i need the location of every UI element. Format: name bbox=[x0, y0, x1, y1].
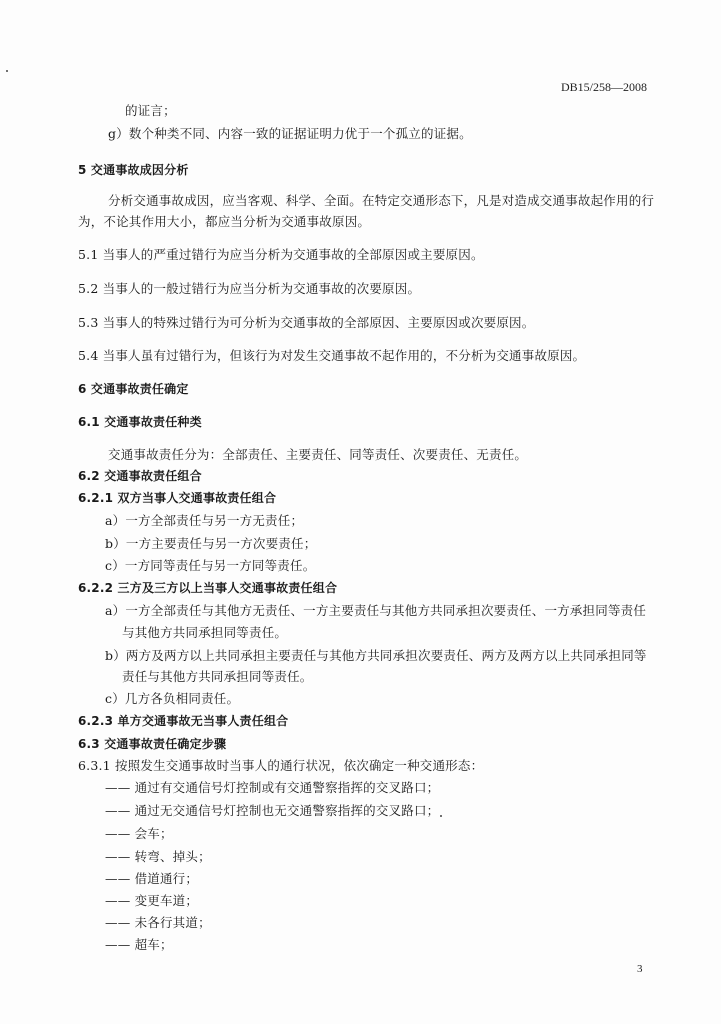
body-text-line: c）一方同等责任与另一方同等责任。 bbox=[105, 558, 316, 573]
section-heading: 6.3 交通事故责任确定步骤 bbox=[78, 737, 227, 751]
section-heading: 6.2.1 双方当事人交通事故责任组合 bbox=[78, 491, 277, 505]
section-heading: 5 交通事故成因分析 bbox=[78, 163, 189, 177]
section-heading: 6.2.3 单方交通事故无当事人责任组合 bbox=[78, 714, 289, 728]
body-text-line: 6.3.1 按照发生交通事故时当事人的通行状况，依次确定一种交通形态： bbox=[78, 758, 484, 773]
body-text-line: a）一方全部责任与另一方无责任； bbox=[105, 513, 304, 528]
body-text-line: c）几方各负相同责任。 bbox=[105, 691, 240, 706]
body-text-line: 分析交通事故成因，应当客观、科学、全面。在特定交通形态下，凡是对造成交通事故起作用的行 bbox=[108, 193, 655, 208]
body-text-line: 为，不论其作用大小，都应当分析为交通事故原因。 bbox=[78, 214, 371, 229]
page-number: 3 bbox=[637, 963, 643, 975]
body-text-line: 5.1 当事人的严重过错行为应当分析为交通事故的全部原因或主要原因。 bbox=[78, 247, 484, 262]
body-text-line: 的证言； bbox=[125, 103, 176, 118]
body-text-line: —— 借道通行； bbox=[105, 871, 199, 886]
body-text-line: 5.4 当事人虽有过错行为，但该行为对发生交通事故不起作用的，不分析为交通事故原因。 bbox=[78, 348, 586, 363]
body-text-line: —— 变更车道； bbox=[105, 893, 199, 908]
body-text-line: 5.2 当事人的一般过错行为应当分析为交通事故的次要原因。 bbox=[78, 281, 421, 296]
body-text-line: 责任与其他方共同承担同等责任。 bbox=[122, 669, 313, 684]
body-text-line: a）一方全部责任与其他方无责任、一方主要责任与其他方共同承担次要责任、一方承担同等责任 bbox=[105, 603, 647, 618]
section-heading: 6 交通事故责任确定 bbox=[78, 382, 189, 396]
scan-speck bbox=[440, 815, 442, 817]
body-text-line: —— 通过有交通信号灯控制或有交通警察指挥的交叉路口； bbox=[105, 780, 440, 795]
body-text-line: 5.3 当事人的特殊过错行为可分析为交通事故的全部原因、主要原因或次要原因。 bbox=[78, 315, 535, 330]
body-text-line: —— 会车； bbox=[105, 826, 173, 841]
standard-code-header: DB15/258—2008 bbox=[560, 80, 647, 94]
body-text-line: —— 未各行其道； bbox=[105, 915, 211, 930]
body-text-line: —— 超车； bbox=[105, 937, 173, 952]
section-heading: 6.2.2 三方及三方以上当事人交通事故责任组合 bbox=[78, 581, 338, 595]
section-heading: 6.1 交通事故责任种类 bbox=[78, 415, 202, 429]
body-text-line: —— 转弯、掉头； bbox=[105, 849, 211, 864]
body-text-line: b）一方主要责任与另一方次要责任； bbox=[105, 536, 317, 551]
section-heading: 6.2 交通事故责任组合 bbox=[78, 469, 202, 483]
body-text-line: —— 通过无交通信号灯控制也无交通警察指挥的交叉路口； bbox=[105, 803, 440, 818]
body-text-line: g）数个种类不同、内容一致的证据证明力优于一个孤立的证据。 bbox=[108, 126, 472, 141]
scan-speck bbox=[6, 70, 8, 72]
body-text-line: b）两方及两方以上共同承担主要责任与其他方共同承担次要责任、两方及两方以上共同承担同等 bbox=[105, 648, 647, 663]
body-text-line: 交通事故责任分为：全部责任、主要责任、同等责任、次要责任、无责任。 bbox=[108, 447, 528, 462]
body-text-line: 与其他方共同承担同等责任。 bbox=[122, 625, 288, 640]
